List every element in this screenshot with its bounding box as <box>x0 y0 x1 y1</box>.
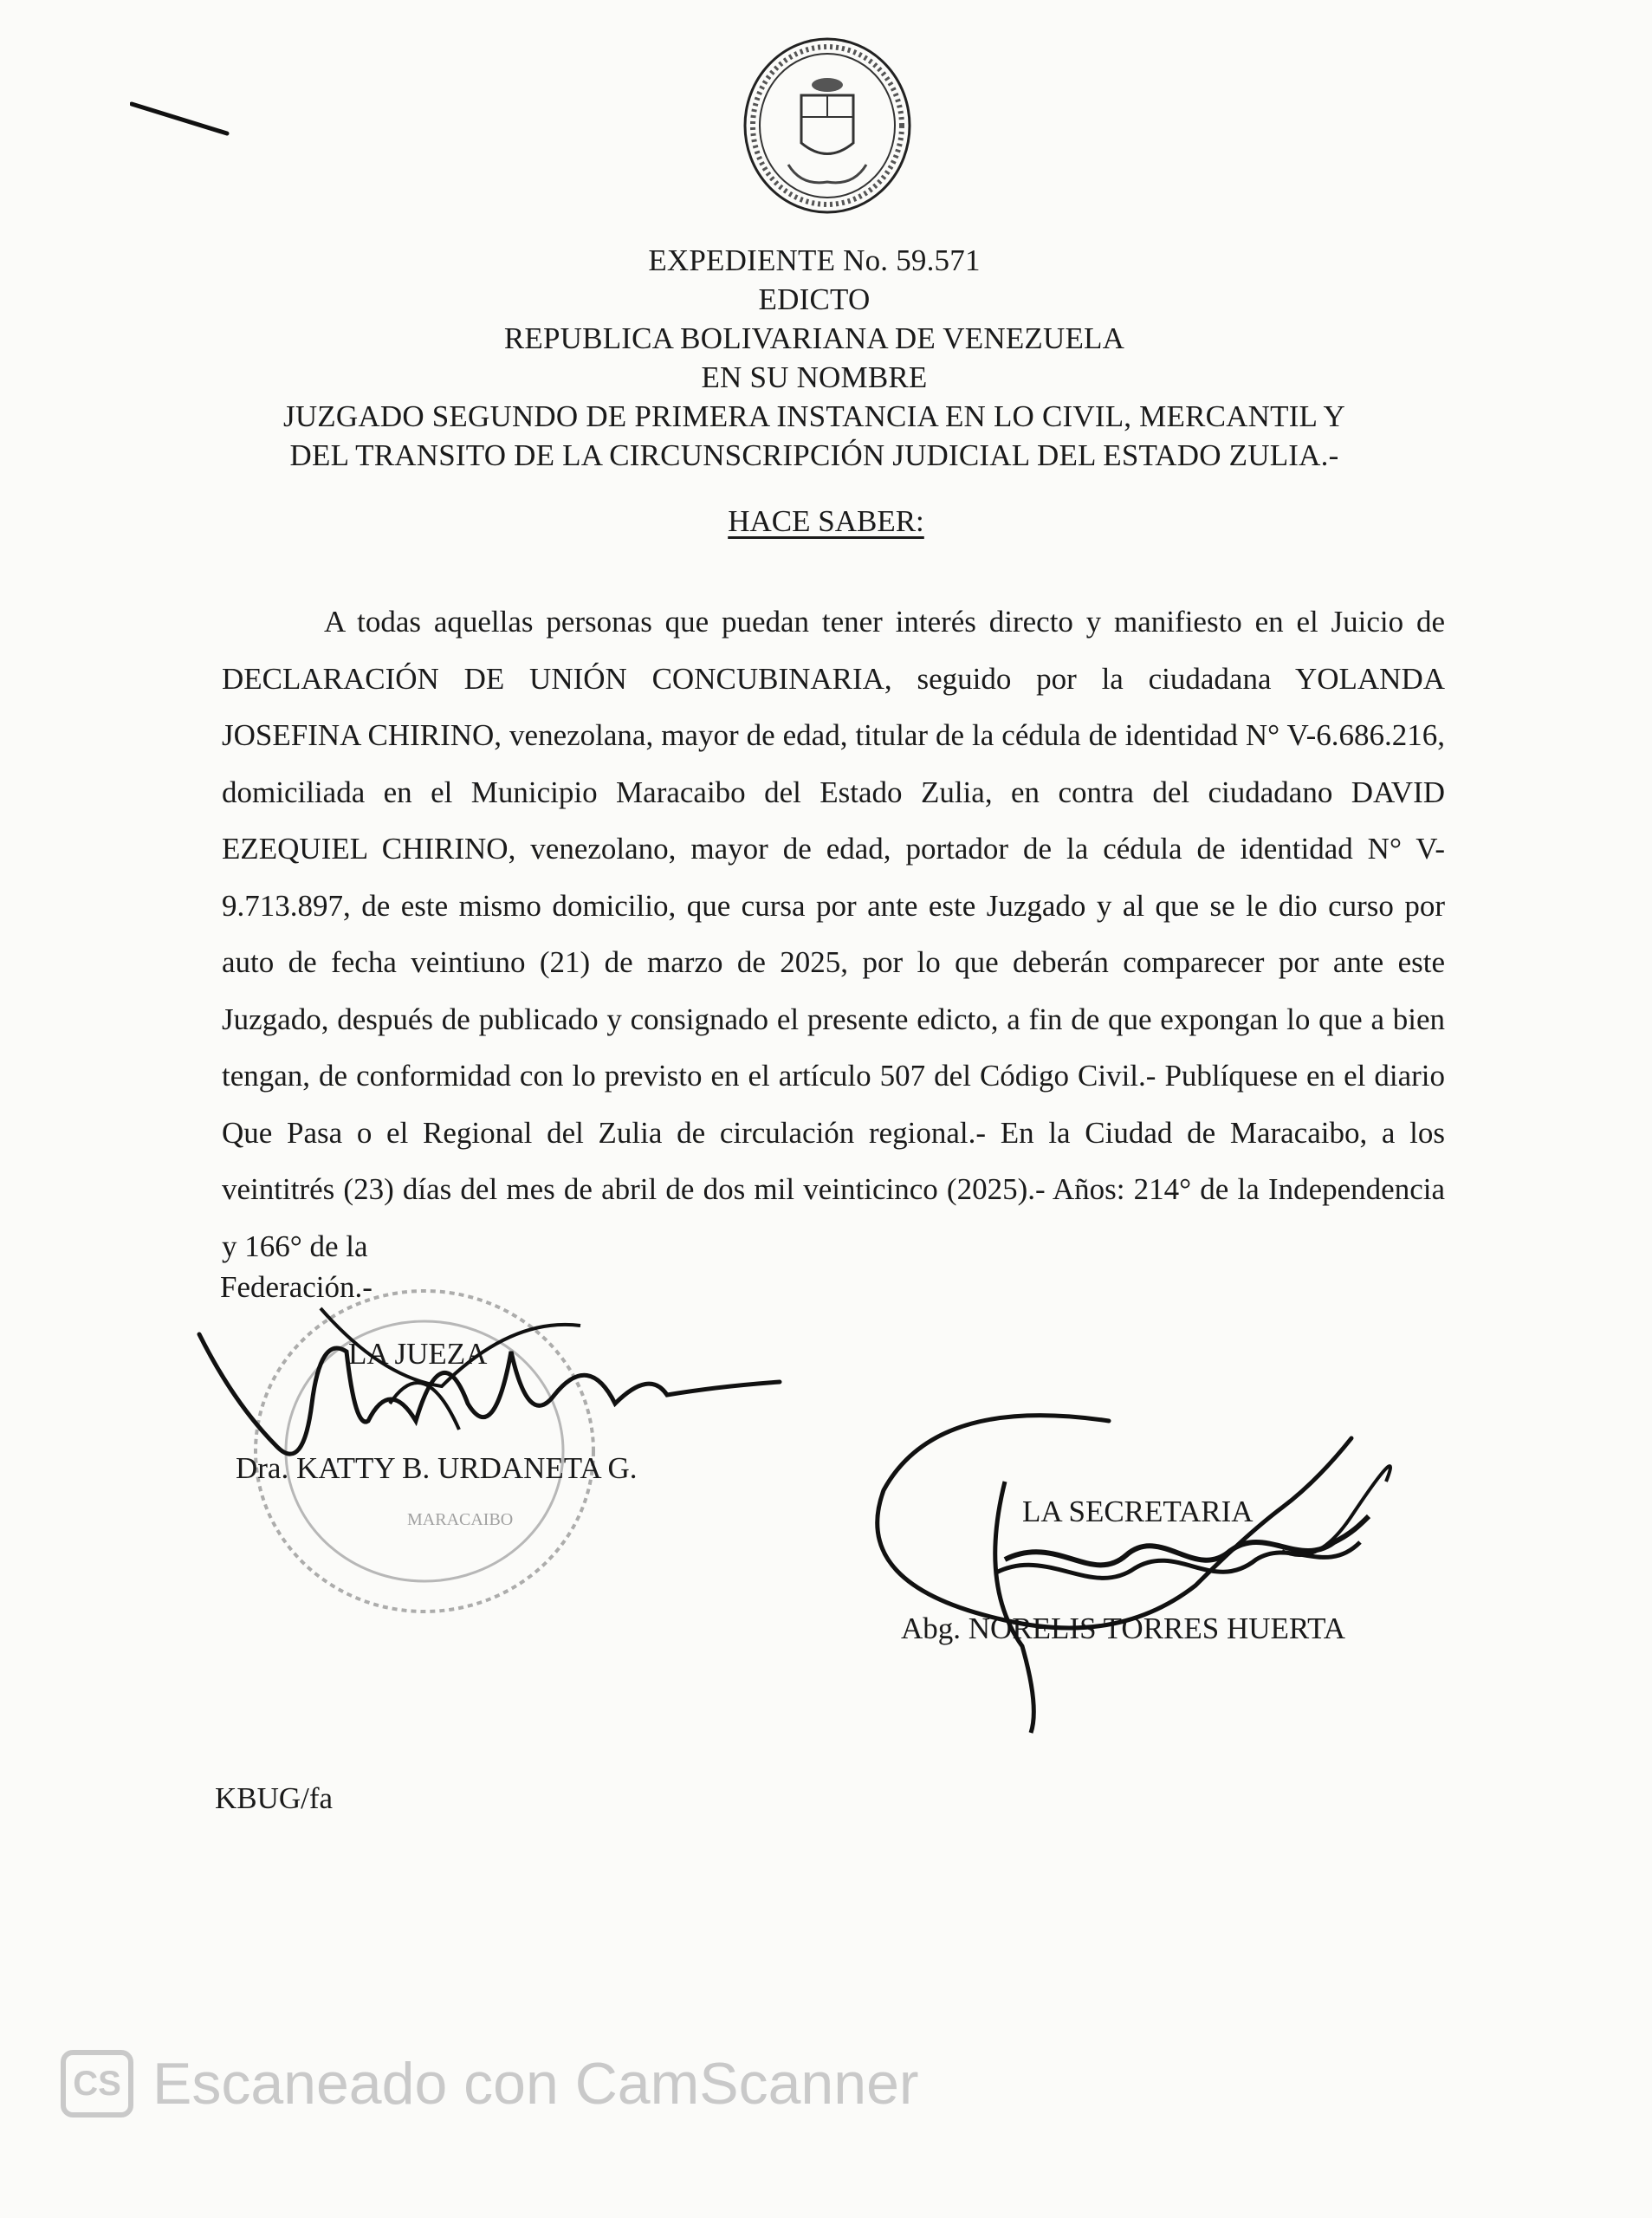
secretaria-title: LA SECRETARIA <box>1022 1495 1254 1528</box>
en-su-nombre-line: EN SU NOMBRE <box>701 360 928 394</box>
jueza-signature <box>182 1300 806 1499</box>
secretaria-name: Abg. NORELIS TORRES HUERTA <box>901 1612 1346 1645</box>
pen-stroke-mark <box>130 97 234 140</box>
secretaria-signature <box>832 1386 1438 1750</box>
expediente-line: EXPEDIENTE No. 59.571 <box>648 243 981 277</box>
republica-line: REPUBLICA BOLIVARIANA DE VENEZUELA <box>503 321 1125 355</box>
jueza-title: LA JUEZA <box>348 1337 488 1371</box>
hace-saber-text: HACE SABER: <box>728 504 924 538</box>
camscanner-logo-icon: CS <box>61 2050 133 2117</box>
closing-line: Federación.- <box>220 1270 373 1304</box>
camscanner-watermark <box>61 2045 919 2123</box>
edicto-line: EDICTO <box>758 282 871 316</box>
jueza-name: Dra. KATTY B. URDANETA G. <box>236 1451 638 1485</box>
juzgado-line-1: JUZGADO SEGUNDO DE PRIMERA INSTANCIA EN LO CIVIL, MERCANTIL Y <box>283 399 1345 433</box>
reference-initials: KBUG/fa <box>215 1781 334 1815</box>
document-header <box>156 241 1473 475</box>
seal-city-text: MARACAIBO <box>407 1510 514 1529</box>
court-seal-top <box>741 35 914 217</box>
hace-saber-heading <box>0 504 1652 539</box>
juzgado-line-2: DEL TRANSITO DE LA CIRCUNSCRIPCIÓN JUDICIAL DEL ESTADO ZULIA.- <box>289 438 1339 472</box>
camscanner-text: Escaneado con CamScanner <box>152 2051 919 2117</box>
edict-body: A todas aquellas personas que puedan tener interés directo y manifiesto en el Juicio de DECLARACIÓN DE UNIÓN CONCUBINARIA, seguido por la ciudadana YOLANDA JOSEFINA CHIRINO, venezolana, mayor de edad, titular de la cédula de identidad N° V-6.686.216, domiciliada en el Municipio Maracaibo del Estado Zulia, en contra del ciudadano DAVID EZEQUIEL CHIRINO, venezolano, mayor de edad, portador de la cédula de identidad N° V-9.713.897, de este mismo domicilio, que cursa por ante este Juzgado y al que se le dio curso por auto de fecha veintiuno (21) de marzo de 2025, por lo que deberán comparecer por ante este Juzgado, después de publicado y consignado el presente edicto, a fin de que expongan lo que a bien tengan, de conformidad con lo previsto en el artículo 507 del Código Civil.- Publíquese en el diario Que Pasa o el Regional del Zulia de circulación regional.- En la Ciudad de Maracaibo, a los veintitrés (23) días del mes de abril de dos mil veinticinco (2025).- Años: 214° de la Independencia y 166° de la <box>222 605 1445 1263</box>
